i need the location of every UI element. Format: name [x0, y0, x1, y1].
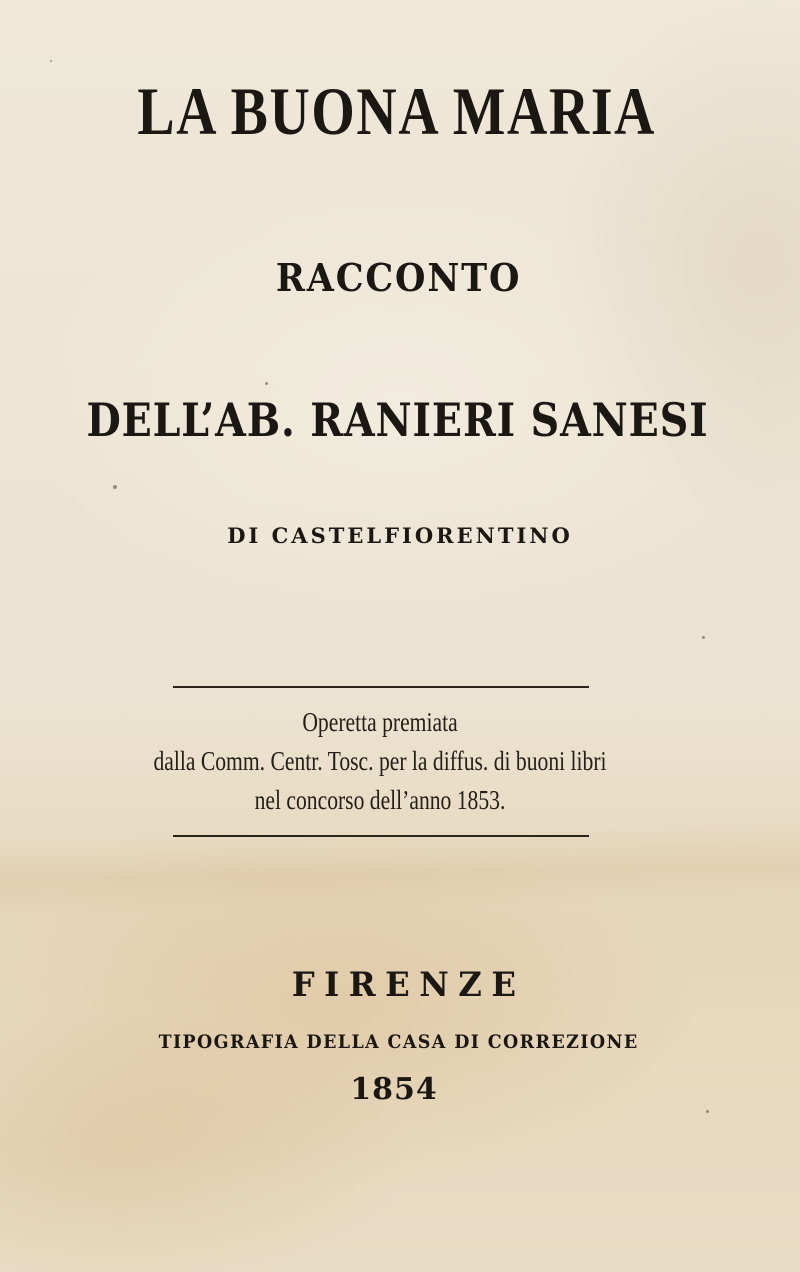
- paper-speck: [706, 1110, 709, 1113]
- author-origin: DI CASTELFIORENTINO: [227, 523, 573, 548]
- bottom-divider: [173, 835, 589, 837]
- imprint-printer: TIPOGRAFIA DELLA CASA DI CORREZIONE: [158, 1031, 639, 1053]
- imprint-city: FIRENZE: [291, 965, 526, 1005]
- award-note: [76, 703, 684, 820]
- paper-speck: [113, 485, 117, 489]
- award-line-2: dalla Comm. Centr. Tosc. per la diffus. di buoni libri: [153, 746, 607, 776]
- book-author: DELL’AB. RANIERI SANESI: [86, 393, 709, 447]
- top-divider: [173, 686, 589, 688]
- award-line-1: Operetta premiata: [302, 707, 458, 737]
- award-line-3: nel concorso dell’anno 1853.: [254, 785, 506, 815]
- paper-speck: [702, 636, 705, 639]
- paper-speck: [50, 60, 52, 62]
- imprint-year: 1854: [350, 1072, 438, 1107]
- book-title: LA BUONA MARIA: [137, 73, 657, 149]
- book-subtitle: RACCONTO: [275, 255, 522, 300]
- paper-speck: [265, 382, 268, 385]
